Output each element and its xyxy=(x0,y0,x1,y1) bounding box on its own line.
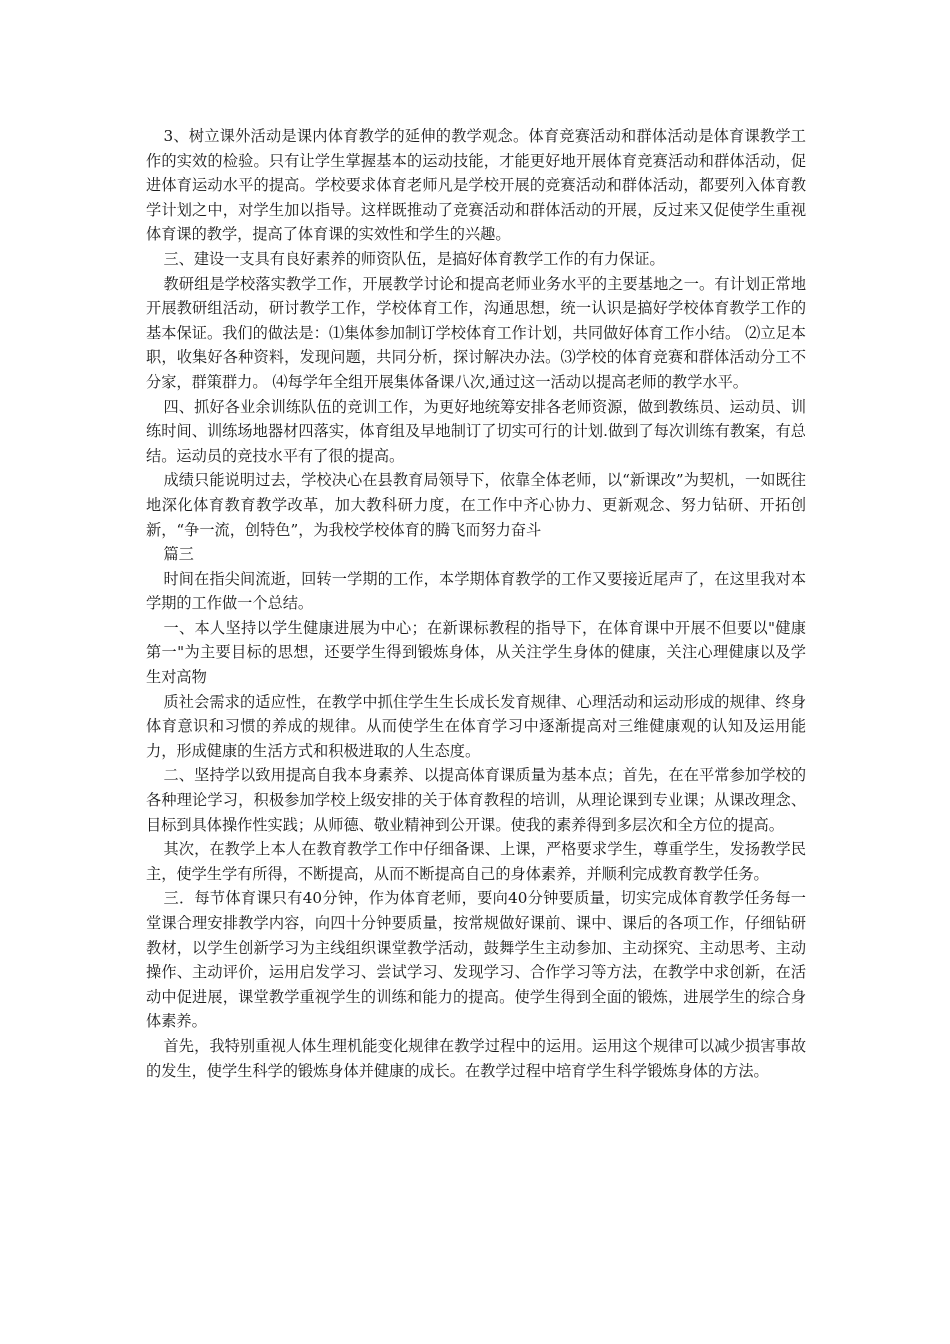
paragraph-40-minutes: 三．每节体育课只有40分钟，作为体育老师，要向40分钟要质量，切实完成体育教学任务每一堂课合理安排教学内容，向四十分钟要质量，按常规做好课前、课中、课后的各项工作，仔细钻研教材，以学生创新学习为主线组织课堂教学活动，鼓舞学生主动参加、主动探究、主动思考、主动操作、主动评价，运用启发学习、尝试学习、发现学习、合作学习等方法，在教学中求创新，在活动中促进展，课堂教学重视学生的训练和能力的提高。使学生得到全面的锻炼，进展学生的综合身体素养。 xyxy=(146,889,806,1031)
paragraph-intro: 时间在指尖间流逝，回转一学期的工作，本学期体育教学的工作又要接近尾声了，在这里我对本学期的工作做一个总结。 xyxy=(146,569,806,613)
paragraph-research-group: 教研组是学校落实教学工作，开展教学讨论和提高老师业务水平的主要基地之一。有计划正常地开展教研组活动，研讨教学工作，学校体育工作，沟通思想，统一认识是搞好学校体育教学工作的基本保证。我们的做法是：⑴集体参加制订学校体育工作计划，共同做好体育工作小结。 ⑵立足本职，收集好各种资料，发现问题，共同分析，探讨解决办法。⑶学校的体育竞赛和群体活动分工不分家，群策群力。 ⑷每学年全组开展集体备课八次,通过这一活动以提高老师的教学水平。 xyxy=(146,274,806,391)
paragraph-teaching-practice: 其次，在教学上本人在教育教学工作中仔细备课、上课，严格要求学生，尊重学生，发扬教学民主，使学生学有所得，不断提高，从而不断提高自己的身体素养，并顺利完成教育教学任务。 xyxy=(146,840,806,883)
paragraph-conclusion: 成绩只能说明过去，学校决心在县教育局领导下，依靠全体老师，以“新课改”为契机，一如既往地深化体育教育教学改革，加大教科研力度，在工作中齐心协力、更新观念、努力钻研、开拓创新，“争一流，创特色”，为我校学校体育的腾飞而努力奋斗 xyxy=(146,471,806,539)
document-page xyxy=(146,124,806,1083)
paragraph-training-teams: 四、抓好各业余训练队伍的竞训工作，为更好地统筹安排各老师资源，做到教练员、运动员、训练时间、训练场地器材四落实，体育组及早地制订了切实可行的计划.做到了每次训练有教案，有总结。运动员的竞技水平有了很的提高。 xyxy=(146,397,806,465)
paragraph-health-focus: 一、本人坚持以学生健康进展为中心；在新课标教程的指导下，在体育课中开展不但要以"健康第一"为主要目标的思想，还要学生得到锻炼身体，从关注学生身体的健康，关注心理健康以及学生对高物 xyxy=(146,618,806,687)
paragraph-extracurricular: 3、树立课外活动是课内体育教学的延伸的教学观念。体育竞赛活动和群体活动是体育课教学工作的实效的检验。只有让学生掌握基本的运动技能，才能更好地开展体育竞赛活动和群体活动，促进体育运动水平的提高。学校要求体育老师凡是学校开展的竞赛活动和群体活动，都要列入体育教学计划之中，对学生加以指导。这样既推动了竞赛活动和群体活动的开展，反过来又促使学生重视体育课的教学，提高了体育课的实效性和学生的兴趣。 xyxy=(146,127,806,244)
paragraph-physiology: 首先，我特别重视人体生理机能变化规律在教学过程中的运用。运用这个规律可以减少损害事故的发生，使学生科学的锻炼身体并健康的成长。在教学过程中培育学生科学锻炼身体的方法。 xyxy=(146,1036,806,1080)
paragraph-self-improvement: 二、坚持学以致用提高自我本身素养、以提高体育课质量为基本点；首先，在在平常参加学校的各种理论学习，积极参加学校上级安排的关于体育教程的培训，从理论课到专业课；从课改理念、目标到具体操作性实践；从师德、敬业精神到公开课。使我的素养得到多层次和全方位的提高。 xyxy=(146,766,806,834)
section-heading-teachers: 三、建设一支具有良好素养的师资队伍，是搞好体育教学工作的有力保证。 xyxy=(163,249,665,268)
section-title-part-three: 篇三 xyxy=(163,545,194,564)
paragraph-social-needs: 质社会需求的适应性，在教学中抓住学生生长成长发育规律、心理活动和运动形成的规律、终身体育意识和习惯的养成的规律。从而使学生在体育学习中逐渐提高对三维健康观的认知及运用能力，形成健康的生活方式和积极进取的人生态度。 xyxy=(146,692,806,760)
